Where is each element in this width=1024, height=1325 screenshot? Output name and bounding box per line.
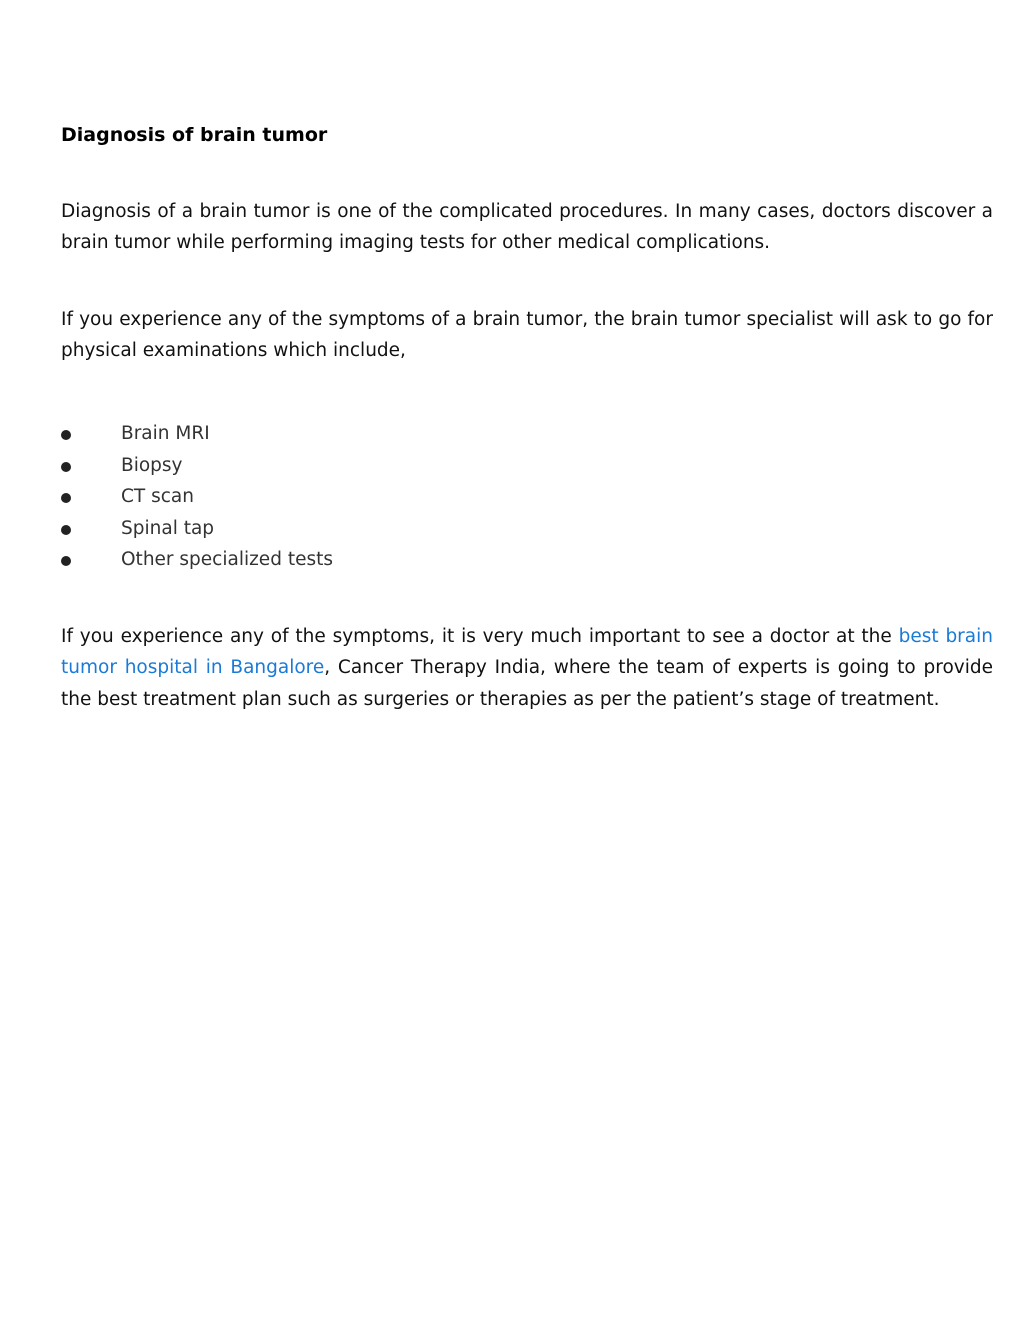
list-item-label: Spinal tap [121, 517, 215, 539]
paragraph-examinations-intro: If you experience any of the symptoms of a brain tumor, the brain tumor specialist will ask to go for physical examinations which include, [61, 309, 993, 362]
paragraph-text-before-link: If you experience any of the symptoms, it is very much important to see a doctor at the [61, 626, 899, 647]
list-item-label: CT scan [121, 486, 194, 507]
bullet-icon [61, 493, 71, 503]
bullet-icon [61, 462, 71, 472]
paragraph-text-after-link: , Cancer Therapy India, where the team of experts is going to provide the best treatment plan such as surgeries or therapies as per the patient’s stage of treatment. [61, 657, 993, 710]
paragraph-hospital-recommendation [61, 621, 993, 715]
section-heading: Diagnosis of brain tumor [61, 124, 328, 146]
list-item-label: Biopsy [121, 454, 183, 476]
hospital-link[interactable]: best brain tumor hospital in Bangalore [61, 626, 993, 679]
paragraph-diagnosis-intro: Diagnosis of a brain tumor is one of the complicated procedures. In many cases, doctors discover a brain tumor while performing imaging tests for other medical complications. [61, 201, 993, 254]
list-item-label: Other specialized tests [121, 549, 333, 570]
bullet-icon [61, 430, 71, 440]
bullet-icon [61, 556, 71, 566]
list-item-label: Brain MRI [121, 423, 210, 444]
bullet-icon [61, 525, 71, 535]
